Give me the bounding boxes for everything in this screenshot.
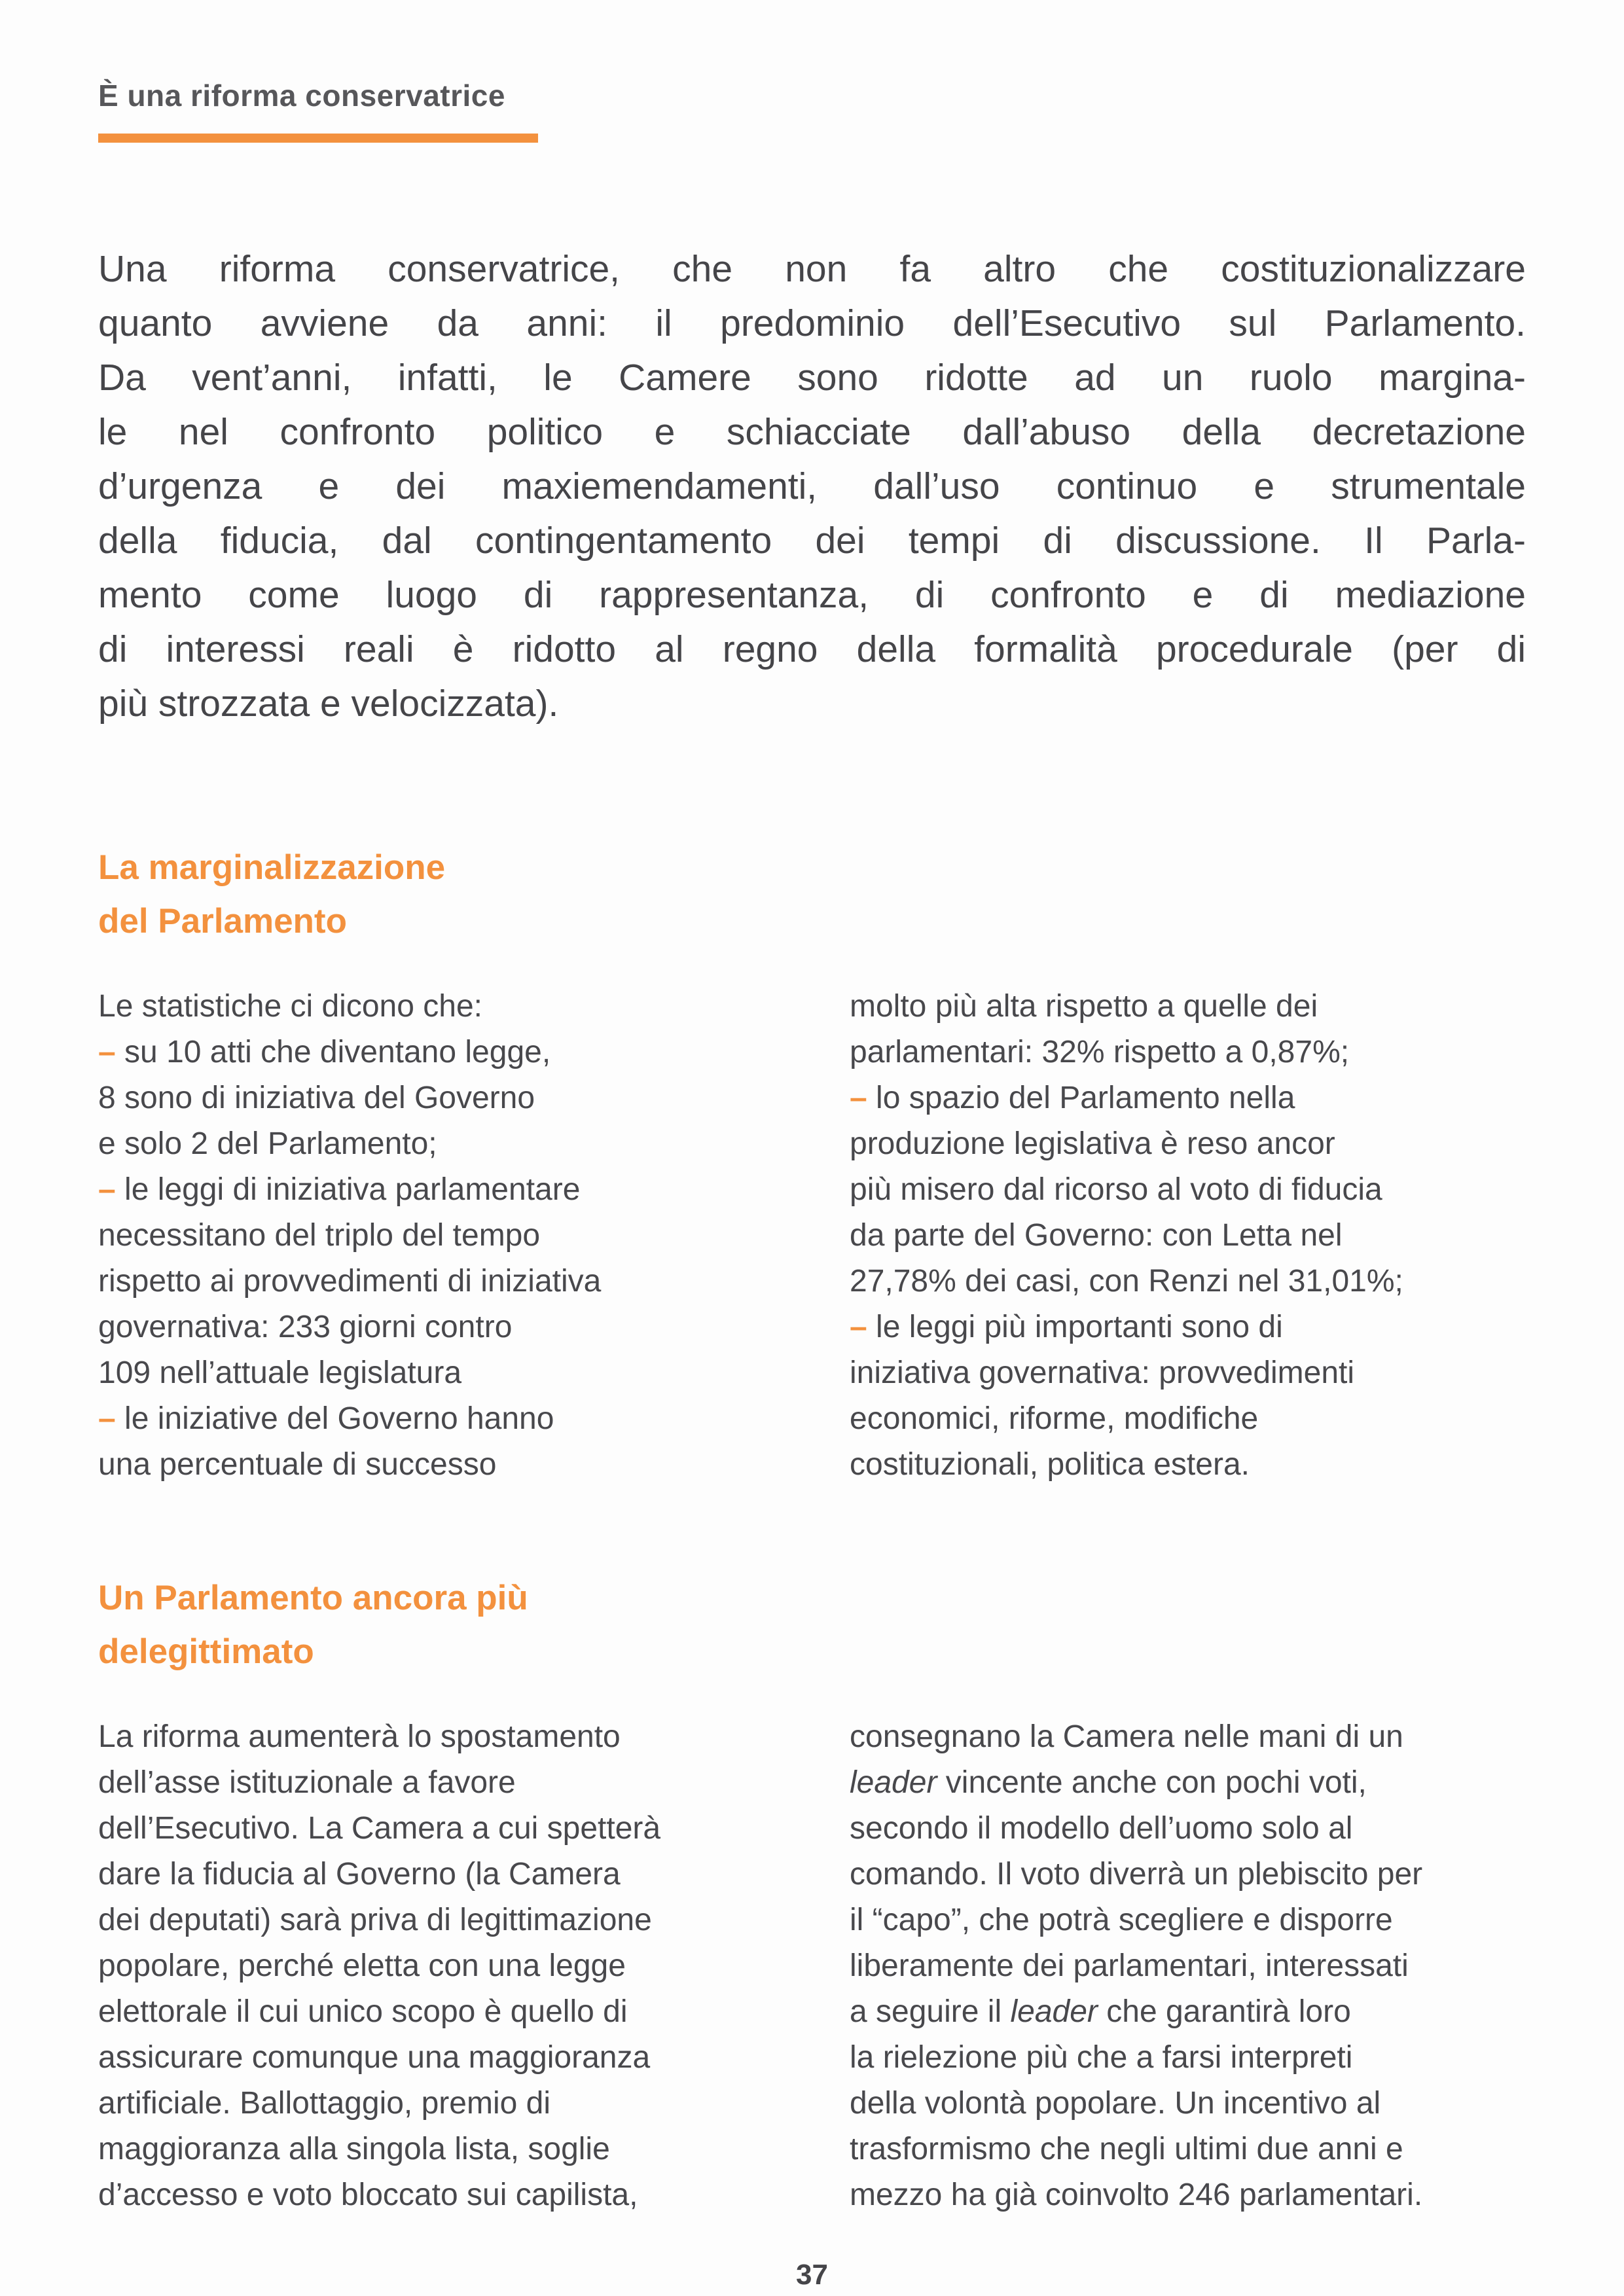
text-line (850, 1030, 1526, 1075)
line-text: della fiducia, dal contingentamento dei tempi di discussione. Il Parla- (98, 520, 1526, 562)
text-line (850, 2081, 1526, 2126)
text-line (98, 1350, 774, 1396)
line-text: dare la fiducia al Governo (la Camera (98, 1857, 621, 1892)
text-line (98, 296, 1526, 351)
text-line (850, 984, 1526, 1030)
text-line (98, 2172, 774, 2218)
text-line (850, 1897, 1526, 1943)
line-text: produzione legislativa è reso ancor (850, 1126, 1335, 1161)
line-text: artificiale. Ballottaggio, premio di (98, 2086, 551, 2121)
line-text: e solo 2 del Parlamento; (98, 1126, 437, 1161)
line-text: di interessi reali è ridotto al regno della formalità procedurale (per di (98, 628, 1526, 670)
text-line (850, 1943, 1526, 1989)
intro-paragraph (98, 242, 1526, 731)
line-text: a seguire il (850, 1994, 1011, 2029)
two-column-block (98, 1714, 1526, 2218)
column-right (850, 984, 1526, 1488)
line-text: mezzo ha già coinvolto 246 parlamentari. (850, 2178, 1423, 2212)
line-text: la rielezione più che a farsi interpreti (850, 2040, 1353, 2075)
line-text: necessitano del triplo del tempo (98, 1218, 541, 1253)
line-text: dei deputati) sarà priva di legittimazione (98, 1903, 652, 1937)
line-text: liberamente dei parlamentari, interessati (850, 1948, 1409, 1983)
text-line (850, 1989, 1526, 2035)
text-line (850, 1121, 1526, 1167)
line-text: 109 nell’attuale legislatura (98, 1355, 462, 1390)
text-line (98, 1625, 1526, 1679)
text-line (850, 1304, 1526, 1350)
section-marginalizzazione (98, 841, 1526, 1488)
line-text: che garantirà loro (1097, 1994, 1351, 2029)
line-text: La riforma aumenterà lo spostamento (98, 1719, 621, 1754)
section-heading (98, 841, 1526, 948)
line-text-italic: leader (1010, 1994, 1098, 2029)
line-text: più misero dal ricorso al voto di fiducia (850, 1172, 1382, 1207)
text-line (850, 1760, 1526, 1806)
text-line (98, 351, 1526, 405)
line-text: il “capo”, che potrà scegliere e disporre (850, 1903, 1393, 1937)
line-text: 8 sono di iniziativa del Governo (98, 1081, 535, 1115)
list-dash: – (850, 1310, 876, 1344)
line-text: secondo il modello dell’uomo solo al (850, 1811, 1353, 1846)
text-line (98, 514, 1526, 568)
text-line (98, 1571, 1526, 1625)
page-number: 37 (796, 2259, 828, 2291)
text-line (850, 1396, 1526, 1442)
line-text: parlamentari: 32% rispetto a 0,87%; (850, 1035, 1350, 1069)
text-line (98, 2126, 774, 2172)
section-delegittimato (98, 1571, 1526, 2218)
line-text: iniziativa governativa: provvedimenti (850, 1355, 1355, 1390)
line-text: mento come luogo di rappresentanza, di confronto e di mediazione (98, 574, 1526, 616)
text-line (98, 568, 1526, 622)
text-line (850, 1806, 1526, 1852)
line-text: le leggi più importanti sono di (876, 1310, 1283, 1344)
text-line (98, 1852, 774, 1897)
line-text: assicurare comunque una maggioranza (98, 2040, 651, 2075)
line-text: elettorale il cui unico scopo è quello di (98, 1994, 628, 2029)
text-line (98, 1167, 774, 1213)
line-text: economici, riforme, modifiche (850, 1401, 1259, 1436)
line-text: dell’Esecutivo. La Camera a cui spetterà (98, 1811, 661, 1846)
text-line (98, 242, 1526, 296)
line-text: dell’asse istituzionale a favore (98, 1765, 516, 1800)
line-text: più strozzata e velocizzata). (98, 683, 559, 725)
text-line (850, 1213, 1526, 1259)
text-line (98, 841, 1526, 895)
text-line (98, 459, 1526, 514)
text-line (850, 1714, 1526, 1760)
line-text: una percentuale di successo (98, 1447, 497, 1482)
text-line (98, 1030, 774, 1075)
line-text: le leggi di iniziativa parlamentare (124, 1172, 581, 1207)
title-underline (98, 134, 538, 143)
list-dash: – (98, 1035, 125, 1069)
text-line (98, 2035, 774, 2081)
line-text: popolare, perché eletta con una legge (98, 1948, 626, 1983)
page-footer (98, 2259, 1526, 2291)
text-line (98, 1760, 774, 1806)
text-line (850, 1852, 1526, 1897)
line-text: d’accesso e voto bloccato sui capilista, (98, 2178, 638, 2212)
line-text: quanto avviene da anni: il predominio dell’Esecutivo sul Parlamento. (98, 302, 1526, 344)
text-line (98, 984, 774, 1030)
line-text: della volontà popolare. Un incentivo al (850, 2086, 1381, 2121)
line-text: costituzionali, politica estera. (850, 1447, 1250, 1482)
text-line (98, 677, 1526, 731)
text-line (98, 1396, 774, 1442)
text-line (98, 1442, 774, 1488)
list-dash: – (98, 1172, 125, 1207)
column-left (98, 1714, 774, 2218)
line-text: le nel confronto politico e schiacciate dall’abuso della decretazione (98, 411, 1526, 453)
two-column-block (98, 984, 1526, 1488)
text-line (98, 1213, 774, 1259)
list-dash: – (850, 1081, 876, 1115)
line-text: su 10 atti che diventano legge, (124, 1035, 551, 1069)
line-text-italic: leader (850, 1765, 937, 1800)
line-text: da parte del Governo: con Letta nel (850, 1218, 1343, 1253)
line-text: delegittimato (98, 1632, 314, 1671)
text-line (850, 2172, 1526, 2218)
text-line (98, 1075, 774, 1121)
text-line (98, 622, 1526, 677)
line-text: governativa: 233 giorni contro (98, 1310, 513, 1344)
line-text: rispetto ai provvedimenti di iniziativa (98, 1264, 602, 1299)
text-line (850, 2126, 1526, 2172)
line-text: lo spazio del Parlamento nella (876, 1081, 1295, 1115)
line-text: Un Parlamento ancora più (98, 1579, 528, 1617)
line-text: d’urgenza e dei maxiemendamenti, dall’uso continuo e strumentale (98, 465, 1526, 507)
text-line (98, 1897, 774, 1943)
text-line (98, 1943, 774, 1989)
text-line (850, 1442, 1526, 1488)
text-line (98, 1121, 774, 1167)
line-text: trasformismo che negli ultimi due anni e (850, 2132, 1403, 2166)
line-text: vincente anche con pochi voti, (937, 1765, 1367, 1800)
line-text: maggioranza alla singola lista, soglie (98, 2132, 610, 2166)
text-line (850, 1259, 1526, 1304)
text-line (850, 1350, 1526, 1396)
line-text: consegnano la Camera nelle mani di un (850, 1719, 1403, 1754)
column-left (98, 984, 774, 1488)
line-text: Da vent’anni, infatti, le Camere sono ridotte ad un ruolo margina- (98, 357, 1526, 399)
text-line (98, 895, 1526, 948)
line-text: La marginalizzazione (98, 848, 446, 887)
line-text: molto più alta rispetto a quelle dei (850, 989, 1318, 1024)
page-header (98, 77, 1526, 143)
line-text: Le statistiche ci dicono che: (98, 989, 482, 1024)
text-line (98, 2081, 774, 2126)
section-heading (98, 1571, 1526, 1679)
text-line (98, 1806, 774, 1852)
line-text: Una riforma conservatrice, che non fa altro che costituzionalizzare (98, 248, 1526, 290)
text-line (98, 1259, 774, 1304)
text-line (850, 1167, 1526, 1213)
column-right (850, 1714, 1526, 2218)
text-line (850, 2035, 1526, 2081)
line-text: 27,78% dei casi, con Renzi nel 31,01%; (850, 1264, 1403, 1299)
line-text: comando. Il voto diverrà un plebiscito per (850, 1857, 1423, 1892)
line-text: del Parlamento (98, 902, 347, 941)
text-line (98, 405, 1526, 459)
text-line (98, 1304, 774, 1350)
page-title: È una riforma conservatrice (98, 79, 505, 113)
text-line (98, 1714, 774, 1760)
line-text: le iniziative del Governo hanno (124, 1401, 554, 1436)
text-line (98, 1989, 774, 2035)
text-line (850, 1075, 1526, 1121)
list-dash: – (98, 1401, 125, 1436)
